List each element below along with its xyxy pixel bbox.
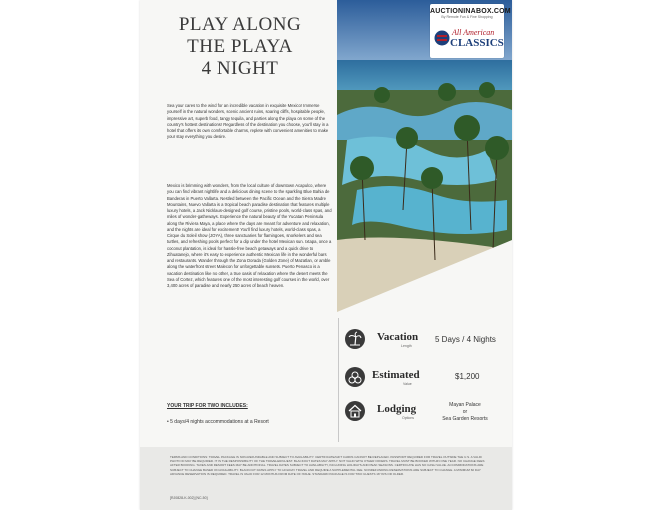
lodging-or: or [462,409,468,415]
estimated-label: Estimated [372,369,420,381]
logo-sub-text: By Remote Fun & Fine Shopping [441,15,493,19]
logo-brand-top: All American [452,28,495,37]
includes-heading: YOUR TRIP FOR TWO INCLUDES: [167,403,248,409]
terms-footer [140,447,512,510]
all-american-classics-logo [434,26,504,54]
fine-print: TERMS AND CONDITIONS: TRAVEL PACKAGE IS NON-REFUNDABLE AND SUBJECT TO AVAILABILITY. CERTIFICATE/GIFT CARDS CANNOT BE REPLACED. PASSPORT REQUIRED FOR TRAVEL OUTSIDE THE U.S. A VALID PHOTO ID MAY BE REQUIRED. IT IS THE RESPONSIBILITY OF THE TRAVELER/GUEST. BLACKOUT DATES MAY APPLY. NOT VALID WITH OTHER OFFERS. TRAVEL MUST BE BOOKED WITHIN ONE YEAR. NO CHANGE FEES AFTER BOOKING. TAXES AND RESORT FEES MAY BE ADDITIONAL. TRAVEL DATES SUBJECT TO AVAILABILITY, INCLUDING HOLIDAYS AND PEAK SEASONS. CERTIFICATE HAS NO CASH VALUE. ACCOMMODATIONS ARE SUBJECT TO CHANGE BASED ON AVAILABILITY. BLACKOUT DATES APPLY TO HOLIDAY TRAVEL AND REQUIRE A SUPPLEMENTAL FEE. NONREFUNDING RESERVATIONS ARE SUBJECT TO CHANGE. A MINIMUM 60 DAY ADVANCE RESERVATION IS REQUIRED. TRAVEL IS VALID FOR 12 MONTHS FROM DATE OF ISSUE. STANDARD PACKAGE IS FOR TWO GUESTS 18 YRS OR OLDER. [170,455,485,476]
logo-brand-bottom: CLASSICS [450,37,504,49]
estimated-sub: Value [403,382,412,386]
flag-emblem-icon [434,30,450,46]
vacation-value: 5 Days / 4 Nights [435,335,496,344]
money-icon [345,367,365,387]
includes-item: • 5 days/4 nights accommodations at a Resort [167,419,269,425]
lodging-label: Lodging [377,403,417,415]
title-line-2: THE PLAYA [187,36,293,57]
destinations-paragraph: Mexico is brimming with wonders, from the local culture of downtown Acapulco, where you can find vibrant nightlife and a delicious dining scene to the sparkling Blue Bahia de Banderas in Puerto Vallarta. Nestled between the Pacific Ocean and the Sierra Madre Mountains, Nuevo Vallarta is a tropical beach paradise destination that features multiple luxury hotels, a Jack Nicklaus-designed golf course, pristine pools, world-class spas, and miles of wonder-gatheways. Experience the natural beauty of the Yucatan Peninsula along the Riviera Maya, a place where the days are meant for adventure and relaxation, and the nights are ideal for excitement! You'll find luxury hotels, world-class spas, a Cirque du Soleil show (JOYA), three sanctuaries for flamingoes, snorkelers and sea turtles, and refreshing pools perfect for a dip under the hotel Mexican sun. Ixtapa, once a coconut plantation, is ideal for hassle-free beach getaways and a quick drive to Zihuatanejo, where it's easy to experience authentic Mexican life in the wonderful bars and restaurants. Wander through the Zona Dorada (Golden Zone) of Mazatlan, or amble along the waterfront street Malecon for unforgettable sunsets. Puerto Penasco is a vacation destination like no other, a true oasis of relaxation where the desert meets the Sea of Cortez, which features one of the most interesting golf courses in the world, over 3,400 acres of paradise and nearly 250 acres of beach heaven. [167,183,332,288]
sponsor-logo [430,4,511,58]
estimated-value: $1,200 [455,372,480,381]
intro-paragraph: Sea your cares to the wind for an incredible vacation in exquisite Mexico! Immerse yourself in the natural wonders, scenic ancient ruins, soaring cliffs, hospitable people, impressive art, superb food, tangy tequila, and parties along the playa on some of the country's hottest destinations! Regardless of the destination you choose, you'll stay in a hotel that offers its own comfortable charms, replete with convenient amenities to make your stay everything you desire. [167,103,329,140]
flyer-page [140,0,512,510]
stats-divider [338,318,339,442]
lodging-option-2: Sea Garden Resorts [442,416,488,422]
palm-tree-icon [345,329,365,349]
logo-main-text: AUCTIONINABOX.COM [430,8,511,15]
lodging-value [430,402,500,423]
vacation-sub: Length [401,344,412,348]
vacation-label: Vacation [377,331,419,343]
title-line-3: 4 NIGHT [201,58,279,79]
package-code: [RJ0828-K-002] [NC-50] [170,496,208,500]
lodging-sub: Options [402,416,415,420]
page-title [144,14,336,80]
title-line-1: PLAY ALONG [178,14,302,35]
lodging-option-1: Mayan Palace [449,402,481,408]
house-icon [345,401,365,421]
